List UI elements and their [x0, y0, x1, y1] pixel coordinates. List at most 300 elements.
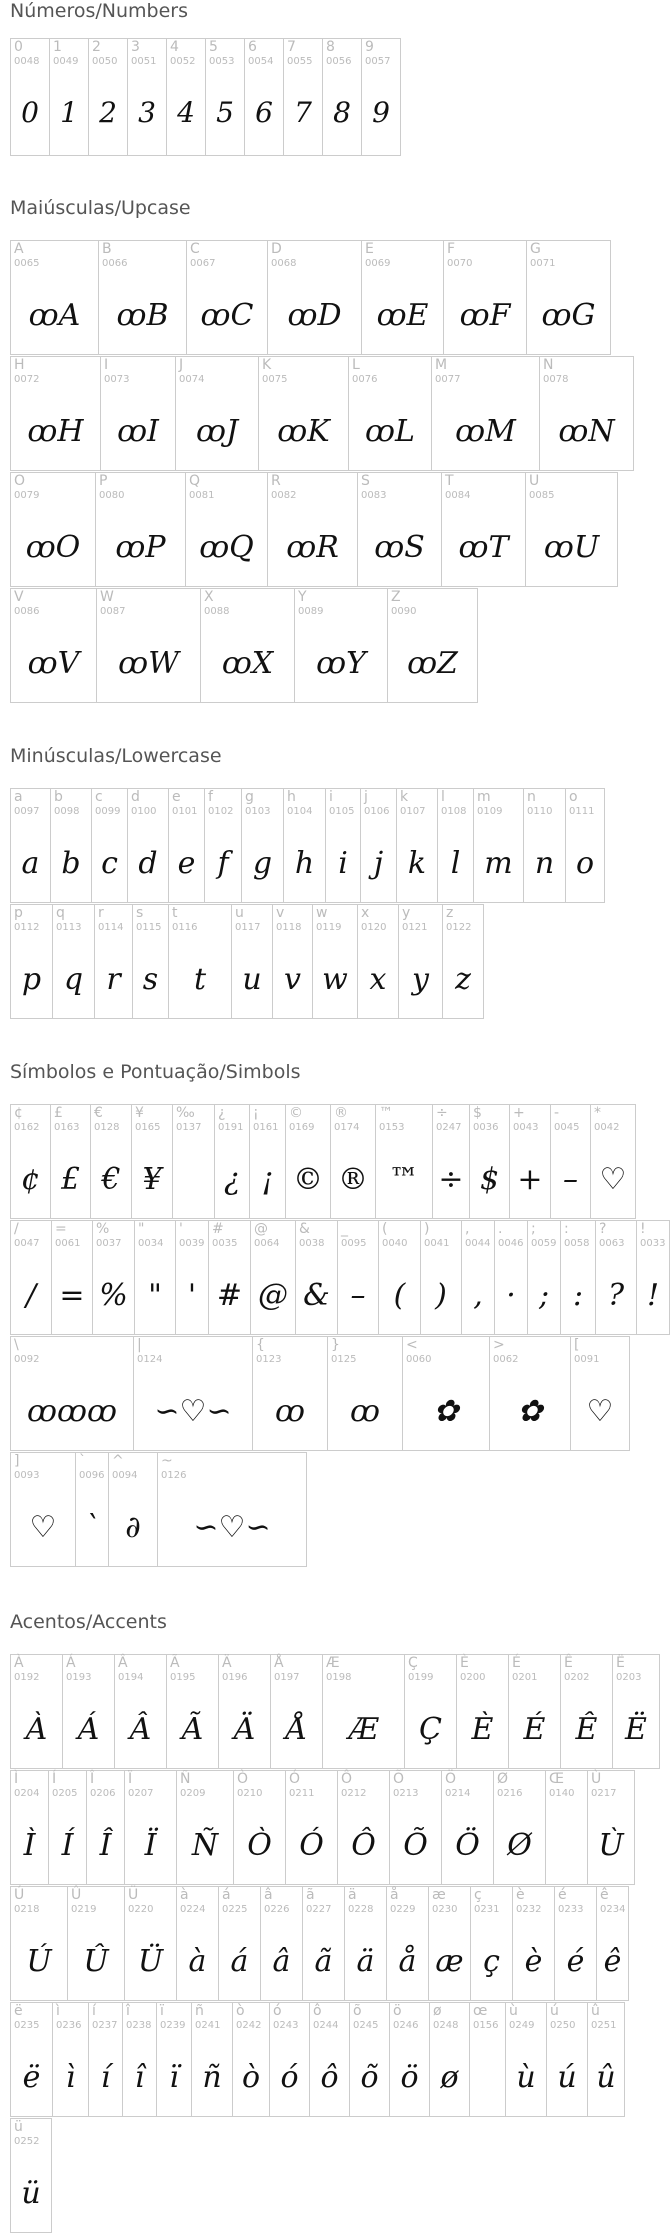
- glyph-sample: Ì: [23, 1828, 36, 1863]
- glyph-char-label: z: [446, 905, 454, 921]
- glyph-char-label: Œ: [549, 1771, 564, 1787]
- glyph-row: [10, 1654, 659, 1769]
- glyph-code-label: 0193: [66, 1672, 92, 1683]
- glyph-code-label: 0194: [118, 1672, 144, 1683]
- glyph-cell: [244, 38, 284, 156]
- glyph-char-label: ¢: [14, 1105, 23, 1121]
- glyph-code-label: 0043: [513, 1122, 539, 1133]
- glyph-cell: [132, 904, 169, 1019]
- glyph-code-label: 0033: [640, 1238, 666, 1249]
- glyph-cell: [157, 1452, 307, 1567]
- glyph-sample: ô: [320, 2060, 339, 2095]
- glyph-cell: [565, 788, 605, 903]
- glyph-cell: [214, 1104, 250, 1219]
- glyph-sample: ✿: [517, 1394, 543, 1429]
- glyph-cell: [508, 1654, 561, 1769]
- glyph-cell: [396, 788, 438, 903]
- glyph-code-label: 0115: [136, 922, 162, 933]
- glyph-cell: [10, 1654, 63, 1769]
- glyph-cell: [560, 1220, 596, 1335]
- glyph-sample: d: [138, 846, 158, 881]
- glyph-cell: [357, 472, 442, 587]
- glyph-sample: ꝏH: [27, 414, 84, 449]
- glyph-code-label: 0235: [14, 2020, 40, 2031]
- glyph-code-label: 0229: [390, 1904, 416, 1915]
- glyph-cell: [134, 1220, 176, 1335]
- glyph-code-label: 0044: [465, 1238, 491, 1249]
- glyph-code-label: 0063: [599, 1238, 625, 1249]
- glyph-char-label: ò: [236, 2003, 245, 2019]
- glyph-sample: À: [25, 1712, 48, 1747]
- glyph-sample: é: [566, 1944, 585, 1979]
- glyph-code-label: 0068: [271, 258, 297, 269]
- glyph-cell: [185, 472, 268, 587]
- glyph-code-label: 0124: [137, 1354, 163, 1365]
- glyph-sample: e: [177, 846, 196, 881]
- glyph-char-label: õ: [353, 2003, 362, 2019]
- glyph-char-label: -: [554, 1105, 560, 1121]
- glyph-cell: [509, 1104, 551, 1219]
- glyph-sample: Ñ: [191, 1828, 219, 1863]
- glyph-cell: [205, 38, 245, 156]
- glyph-code-label: 0091: [574, 1354, 600, 1365]
- glyph-code-label: 0165: [135, 1122, 161, 1133]
- glyph-code-label: 0053: [209, 56, 235, 67]
- glyph-sample: â: [272, 1944, 291, 1979]
- glyph-char-label: !: [640, 1221, 646, 1237]
- glyph-code-label: 0085: [529, 490, 555, 501]
- glyph-char-label: æ: [432, 1887, 446, 1903]
- glyph-char-label: S: [361, 473, 370, 489]
- glyph-sample: õ: [360, 2060, 379, 2095]
- glyph-code-label: 0200: [460, 1672, 486, 1683]
- glyph-cell: [88, 2002, 123, 2117]
- glyph-sample: ó: [280, 2060, 299, 2095]
- glyph-char-label: ô: [313, 2003, 322, 2019]
- glyph-code-label: 0246: [393, 2020, 419, 2031]
- glyph-code-label: 0082: [271, 490, 297, 501]
- glyph-cell: [348, 356, 432, 471]
- glyph-cell: [587, 2002, 625, 2117]
- glyph-char-label: ~: [161, 1453, 173, 1469]
- glyph-char-label: c: [95, 789, 103, 805]
- glyph-cell: [168, 904, 232, 1019]
- glyph-cell: [166, 38, 206, 156]
- glyph-sample: ö: [400, 2060, 419, 2095]
- glyph-char-label: ï: [160, 2003, 164, 2019]
- glyph-char-label: Ù: [591, 1771, 602, 1787]
- glyph-char-label: 8: [326, 39, 335, 55]
- glyph-cell: [378, 1220, 421, 1335]
- glyph-code-label: 0117: [235, 922, 261, 933]
- section-title-symbols: Símbolos e Pontuação/Simbols: [10, 1061, 301, 1083]
- glyph-sample: 6: [255, 96, 273, 129]
- glyph-cell: [208, 1220, 251, 1335]
- glyph-sample: `: [84, 1510, 100, 1545]
- glyph-char-label: 5: [209, 39, 218, 55]
- glyph-char-label: Á: [66, 1655, 76, 1671]
- glyph-code-label: 0228: [348, 1904, 374, 1915]
- glyph-cell: [267, 240, 362, 355]
- glyph-char-label: D: [271, 241, 282, 257]
- glyph-sample: ä: [356, 1944, 375, 1979]
- glyph-code-label: 0122: [446, 922, 472, 933]
- glyph-sample: Ï: [144, 1828, 157, 1863]
- glyph-char-label: &: [299, 1221, 310, 1237]
- glyph-code-label: 0039: [179, 1238, 205, 1249]
- glyph-sample: ø: [440, 2060, 459, 2095]
- glyph-cell: [523, 788, 566, 903]
- glyph-sample: ®: [338, 1162, 368, 1197]
- glyph-code-label: 0212: [341, 1788, 367, 1799]
- glyph-code-label: 0218: [14, 1904, 40, 1915]
- glyph-cell: [10, 2002, 53, 2117]
- glyph-cell: [90, 1104, 132, 1219]
- glyph-char-label: g: [245, 789, 254, 805]
- glyph-sample: æ: [435, 1944, 464, 1979]
- glyph-sample: ç: [483, 1944, 500, 1979]
- glyph-char-label: Ü: [128, 1887, 139, 1903]
- glyph-char-label: Ô: [341, 1771, 353, 1787]
- glyph-char-label: Ë: [616, 1655, 625, 1671]
- glyph-sample: ¢: [20, 1162, 41, 1197]
- glyph-code-label: 0250: [550, 2020, 576, 2031]
- glyph-sample: Õ: [403, 1828, 428, 1863]
- glyph-row: [10, 788, 604, 903]
- glyph-sample: 4: [177, 96, 195, 129]
- glyph-cell: [595, 1220, 637, 1335]
- glyph-sample: 9: [372, 96, 390, 129]
- glyph-char-label: K: [262, 357, 272, 373]
- glyph-code-label: 0206: [90, 1788, 116, 1799]
- glyph-cell: [325, 788, 361, 903]
- glyph-sample: ì: [65, 2060, 76, 2095]
- glyph-char-label: E: [365, 241, 374, 257]
- glyph-cell: [570, 1336, 630, 1451]
- glyph-code-label: 0153: [379, 1122, 405, 1133]
- glyph-code-label: 0060: [406, 1354, 432, 1365]
- glyph-code-label: 0086: [14, 606, 40, 617]
- glyph-char-label: :: [564, 1221, 569, 1237]
- glyph-sample: ꝏY: [316, 646, 366, 681]
- glyph-cell: [386, 1886, 429, 2001]
- glyph-cell: [375, 1104, 433, 1219]
- glyph-char-label: Ï: [128, 1771, 133, 1787]
- glyph-cell: [441, 1770, 494, 1885]
- glyph-cell: [443, 240, 527, 355]
- glyph-cell: [233, 1770, 286, 1885]
- glyph-cell: [493, 1770, 546, 1885]
- glyph-sample: ꝏD: [287, 298, 342, 333]
- glyph-char-label: =: [55, 1221, 67, 1237]
- glyph-char-label: Ø: [497, 1771, 509, 1787]
- glyph-cell: [546, 2002, 588, 2117]
- glyph-cell: [309, 2002, 350, 2117]
- glyph-row: [10, 588, 477, 703]
- glyph-code-label: 0042: [594, 1122, 620, 1133]
- glyph-code-label: 0067: [190, 258, 216, 269]
- glyph-cell: [92, 1220, 135, 1335]
- glyph-code-label: 0162: [14, 1122, 40, 1133]
- glyph-char-label: â: [264, 1887, 273, 1903]
- glyph-cell: [10, 1104, 51, 1219]
- glyph-char-label: Ò: [237, 1771, 249, 1787]
- glyph-code-label: 0224: [180, 1904, 206, 1915]
- glyph-cell: [272, 904, 313, 1019]
- glyph-char-label: 6: [248, 39, 257, 55]
- glyph-char-label: ã: [306, 1887, 315, 1903]
- glyph-code-label: 0227: [306, 1904, 332, 1915]
- glyph-cell: [10, 1220, 52, 1335]
- glyph-code-label: 0125: [331, 1354, 357, 1365]
- glyph-char-label: 4: [170, 39, 179, 55]
- glyph-row: [10, 2118, 51, 2233]
- glyph-sample: r: [106, 962, 121, 997]
- section-title-numbers: Números/Numbers: [10, 0, 188, 22]
- glyph-cell: [470, 1886, 513, 2001]
- glyph-cell: [469, 2002, 506, 2117]
- glyph-cell: [344, 1886, 387, 2001]
- glyph-sample: c: [101, 846, 118, 881]
- glyph-code-label: 0121: [402, 922, 428, 933]
- glyph-code-label: 0111: [569, 806, 595, 817]
- glyph-char-label: /: [14, 1221, 19, 1237]
- glyph-char-label: 2: [92, 39, 101, 55]
- glyph-sample: ": [148, 1278, 162, 1313]
- glyph-code-label: 0248: [433, 2020, 459, 2031]
- glyph-cell: [302, 1886, 345, 2001]
- glyph-char-label: Ê: [564, 1655, 573, 1671]
- glyph-sample: Ä: [233, 1712, 256, 1747]
- glyph-sample: %: [99, 1278, 128, 1313]
- glyph-char-label: ¡: [253, 1105, 259, 1121]
- glyph-sample: ♡: [599, 1162, 627, 1197]
- glyph-code-label: 0163: [54, 1122, 80, 1133]
- glyph-sample: ¿: [223, 1162, 241, 1197]
- glyph-char-label: L: [352, 357, 360, 373]
- glyph-code-label: 0052: [170, 56, 196, 67]
- glyph-cell: [51, 1220, 93, 1335]
- glyph-cell: [285, 1104, 331, 1219]
- glyph-code-label: 0096: [79, 1470, 105, 1481]
- glyph-sample: ,: [473, 1278, 483, 1313]
- glyph-cell: [10, 1336, 134, 1451]
- glyph-code-label: 0050: [92, 56, 118, 67]
- glyph-cell: [127, 38, 167, 156]
- glyph-cell: [108, 1452, 158, 1567]
- glyph-code-label: 0092: [14, 1354, 40, 1365]
- glyph-char-label: ]: [14, 1453, 20, 1469]
- glyph-sample: ò: [241, 2060, 261, 2095]
- glyph-char-label: ö: [393, 2003, 402, 2019]
- glyph-cell: [258, 356, 349, 471]
- glyph-sample: /: [25, 1278, 37, 1313]
- glyph-char-label: ?: [599, 1221, 607, 1237]
- glyph-char-label: *: [594, 1105, 601, 1121]
- glyph-cell: [10, 356, 101, 471]
- glyph-char-label: |: [137, 1337, 142, 1353]
- glyph-sample: k: [407, 846, 427, 881]
- glyph-code-label: 0062: [493, 1354, 519, 1365]
- glyph-cell: [10, 588, 97, 703]
- glyph-sample: b: [61, 846, 81, 881]
- glyph-cell: [10, 472, 96, 587]
- glyph-sample: Ú: [26, 1944, 52, 1979]
- glyph-cell: [10, 788, 51, 903]
- glyph-cell: [554, 1886, 597, 2001]
- glyph-cell: [260, 1886, 303, 2001]
- glyph-char-label: ø: [433, 2003, 442, 2019]
- glyph-char-label: ,: [465, 1221, 470, 1237]
- glyph-cell: [186, 240, 268, 355]
- glyph-cell: [428, 1886, 471, 2001]
- glyph-char-label: ¥: [135, 1105, 144, 1121]
- glyph-char-label: }: [331, 1337, 340, 1353]
- glyph-cell: [88, 38, 128, 156]
- glyph-code-label: 0219: [71, 1904, 97, 1915]
- glyph-code-label: 0034: [138, 1238, 164, 1249]
- glyph-cell: [526, 240, 611, 355]
- glyph-code-label: 0070: [447, 258, 473, 269]
- glyph-char-label: ': [179, 1221, 183, 1237]
- glyph-cell: [10, 1770, 49, 1885]
- glyph-sample: a: [21, 846, 40, 881]
- glyph-sample: ∽♡∽: [154, 1394, 232, 1429]
- glyph-code-label: 0202: [564, 1672, 590, 1683]
- glyph-sample: à: [188, 1944, 207, 1979]
- glyph-code-label: 0076: [352, 374, 378, 385]
- glyph-cell: [176, 1886, 219, 2001]
- glyph-cell: [349, 2002, 390, 2117]
- glyph-char-label: a: [14, 789, 23, 805]
- glyph-char-label: î: [126, 2003, 130, 2019]
- glyph-char-label: 7: [287, 39, 296, 55]
- glyph-cell: [124, 1886, 177, 2001]
- glyph-char-label: r: [98, 905, 104, 921]
- glyph-cell: [327, 1336, 403, 1451]
- glyph-code-label: 0174: [334, 1122, 360, 1133]
- glyph-code-label: 0112: [14, 922, 40, 933]
- glyph-cell: [437, 788, 474, 903]
- glyph-code-label: 0055: [287, 56, 313, 67]
- glyph-cell: [295, 1220, 338, 1335]
- glyph-sample: È: [471, 1712, 494, 1747]
- glyph-sample: 5: [216, 96, 234, 129]
- glyph-cell: [50, 1104, 91, 1219]
- glyph-code-label: 0237: [92, 2020, 118, 2031]
- glyph-code-label: 0088: [204, 606, 230, 617]
- glyph-sample: ꝏC: [200, 298, 254, 333]
- glyph-cell: [200, 588, 295, 703]
- glyph-char-label: G: [530, 241, 541, 257]
- glyph-code-label: 0045: [554, 1122, 580, 1133]
- glyph-cell: [456, 1654, 509, 1769]
- glyph-cell: [204, 788, 242, 903]
- glyph-char-label: ç: [474, 1887, 482, 1903]
- glyph-code-label: 0077: [435, 374, 461, 385]
- glyph-sample: l: [450, 846, 461, 881]
- glyph-code-label: 0073: [104, 374, 130, 385]
- glyph-char-label: o: [569, 789, 578, 805]
- glyph-sample: ꝏK: [277, 414, 330, 449]
- glyph-sample: –: [350, 1278, 366, 1313]
- glyph-cell: [360, 788, 397, 903]
- glyph-char-label: A: [14, 241, 24, 257]
- glyph-cell: [133, 1336, 253, 1451]
- glyph-code-label: 0103: [245, 806, 271, 817]
- glyph-char-label: ‰: [176, 1105, 195, 1121]
- glyph-cell: [52, 2002, 89, 2117]
- glyph-sample: Ô: [351, 1828, 376, 1863]
- glyph-cell: [636, 1220, 670, 1335]
- section-title-lowercase: Minúsculas/Lowercase: [10, 745, 222, 767]
- glyph-code-label: 0239: [160, 2020, 186, 2031]
- glyph-char-label: ë: [14, 2003, 23, 2019]
- glyph-code-label: 0051: [131, 56, 157, 67]
- glyph-code-label: 0251: [591, 2020, 617, 2031]
- glyph-code-label: 0195: [170, 1672, 196, 1683]
- glyph-cell: [10, 1886, 68, 2001]
- glyph-sample: o: [575, 846, 595, 881]
- glyph-code-label: 0089: [298, 606, 324, 617]
- glyph-cell: [285, 1770, 338, 1885]
- glyph-sample: s: [142, 962, 159, 997]
- glyph-sample: í: [100, 2060, 111, 2095]
- glyph-cell: [95, 472, 186, 587]
- glyph-code-label: 0137: [176, 1122, 202, 1133]
- glyph-char-label: Û: [71, 1887, 82, 1903]
- glyph-code-label: 0119: [316, 922, 342, 933]
- glyph-code-label: 0108: [441, 806, 467, 817]
- glyph-char-label: W: [100, 589, 114, 605]
- glyph-sample: ù: [516, 2060, 536, 2095]
- glyph-sample: î: [134, 2060, 145, 2095]
- glyph-code-label: 0114: [98, 922, 124, 933]
- glyph-char-label: Õ: [393, 1771, 405, 1787]
- glyph-cell: [469, 1104, 510, 1219]
- glyph-sample: y: [412, 962, 429, 997]
- glyph-sample: Ø: [507, 1828, 532, 1863]
- glyph-char-label: í: [92, 2003, 96, 2019]
- glyph-char-label: #: [212, 1221, 224, 1237]
- glyph-sample: t: [193, 962, 207, 997]
- glyph-char-label: i: [329, 789, 333, 805]
- glyph-cell: [91, 788, 128, 903]
- glyph-cell: [252, 1336, 328, 1451]
- glyph-code-label: 0201: [512, 1672, 538, 1683]
- glyph-cell: [241, 788, 284, 903]
- glyph-sample: Á: [77, 1712, 100, 1747]
- glyph-sample: ꝏR: [286, 530, 339, 565]
- glyph-sample: +: [517, 1162, 543, 1197]
- glyph-char-label: X: [204, 589, 214, 605]
- glyph-sample: @: [258, 1278, 288, 1313]
- glyph-char-label: h: [287, 789, 296, 805]
- glyph-sample: Î: [99, 1828, 112, 1863]
- glyph-char-label: ê: [600, 1887, 609, 1903]
- glyph-cell: [283, 38, 323, 156]
- glyph-char-label: é: [558, 1887, 567, 1903]
- glyph-sample: z: [455, 962, 471, 997]
- glyph-cell: [590, 1104, 636, 1219]
- glyph-cell: [441, 472, 526, 587]
- glyph-char-label: \: [14, 1337, 19, 1353]
- glyph-cell: [124, 1770, 177, 1885]
- glyph-sample: n: [534, 846, 555, 881]
- glyph-code-label: 0161: [253, 1122, 279, 1133]
- glyph-row: [10, 1886, 628, 2001]
- glyph-cell: [361, 240, 444, 355]
